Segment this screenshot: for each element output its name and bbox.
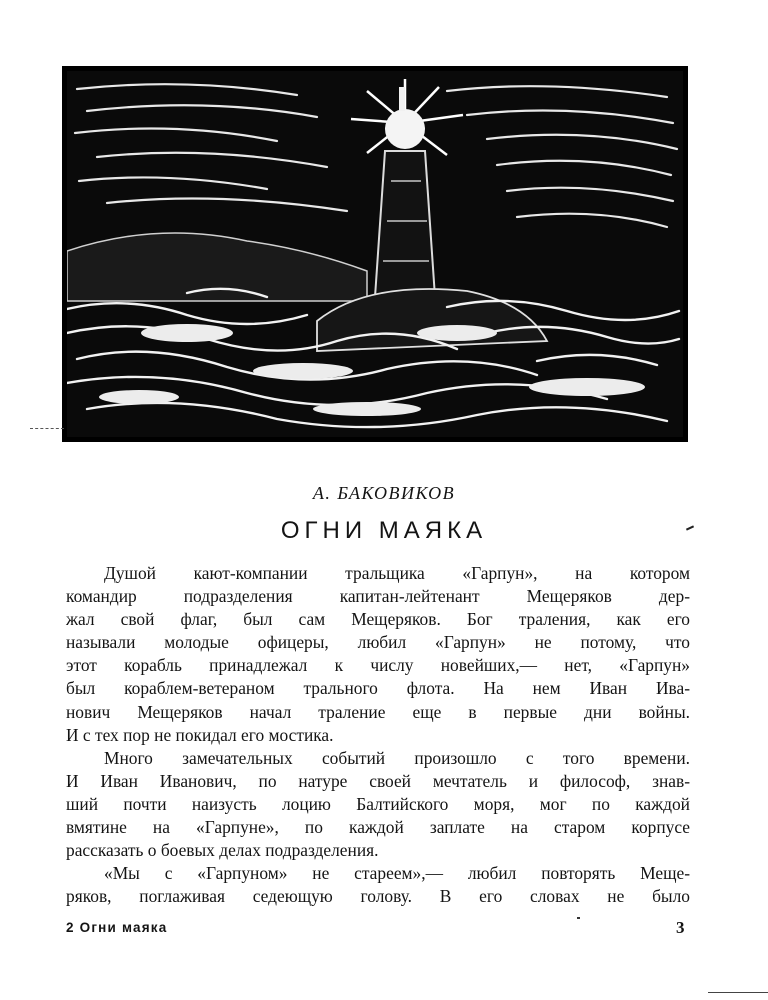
lighthouse-woodcut xyxy=(67,71,683,437)
story-body xyxy=(66,562,690,908)
page-number: 3 xyxy=(676,918,685,937)
text-line: нович Мещеряков начал траление еще в первые дни войны. xyxy=(66,701,690,722)
text-line: командир подразделения капитан-лейтенант Мещеряков дер- xyxy=(66,586,690,607)
print-mark xyxy=(577,917,580,919)
author-name: А. БАКОВИКОВ xyxy=(312,483,456,503)
text-line: И Иван Иванович, по натуре своей мечтатель и философ, знав- xyxy=(66,770,690,791)
text-line: Душой кают-компании тральщика «Гарпун», на котором xyxy=(104,563,690,583)
text-line: И с тех пор не покидал его мостика. xyxy=(66,724,334,745)
text-line: «Мы с «Гарпуном» не стареем»,— любил повторять Меще- xyxy=(104,863,690,884)
text-line: называли молодые офицеры, любил «Гарпун» не потому, что xyxy=(66,632,690,653)
text-line: ряков, поглаживая седеющую голову. В его словах не было xyxy=(66,886,690,907)
text-line: рассказать о боевых делах подразделения. xyxy=(66,840,379,861)
text-line: был кораблем-ветераном трального флота. На нем Иван Ива- xyxy=(66,678,690,699)
lighthouse-illustration xyxy=(62,66,688,442)
story-title: ОГНИ МАЯКА xyxy=(280,517,488,544)
margin-scratch xyxy=(30,428,64,432)
running-footer: 2 Огни маяка xyxy=(66,920,168,935)
text-line: этот корабль принадлежал к числу новейших,— нет, «Гарпун» xyxy=(66,655,690,676)
text-line: жал свой флаг, был сам Мещеряков. Бог траления, как его xyxy=(66,609,690,630)
text-line: вмятине на «Гарпуне», по каждой заплате на старом корпусе xyxy=(66,817,690,838)
text-line: Много замечательных событий произошло с того времени. xyxy=(104,747,690,768)
text-line: ший почти наизусть лоцию Балтийского моря, мог по каждой xyxy=(66,793,690,814)
edge-rule xyxy=(708,992,768,993)
